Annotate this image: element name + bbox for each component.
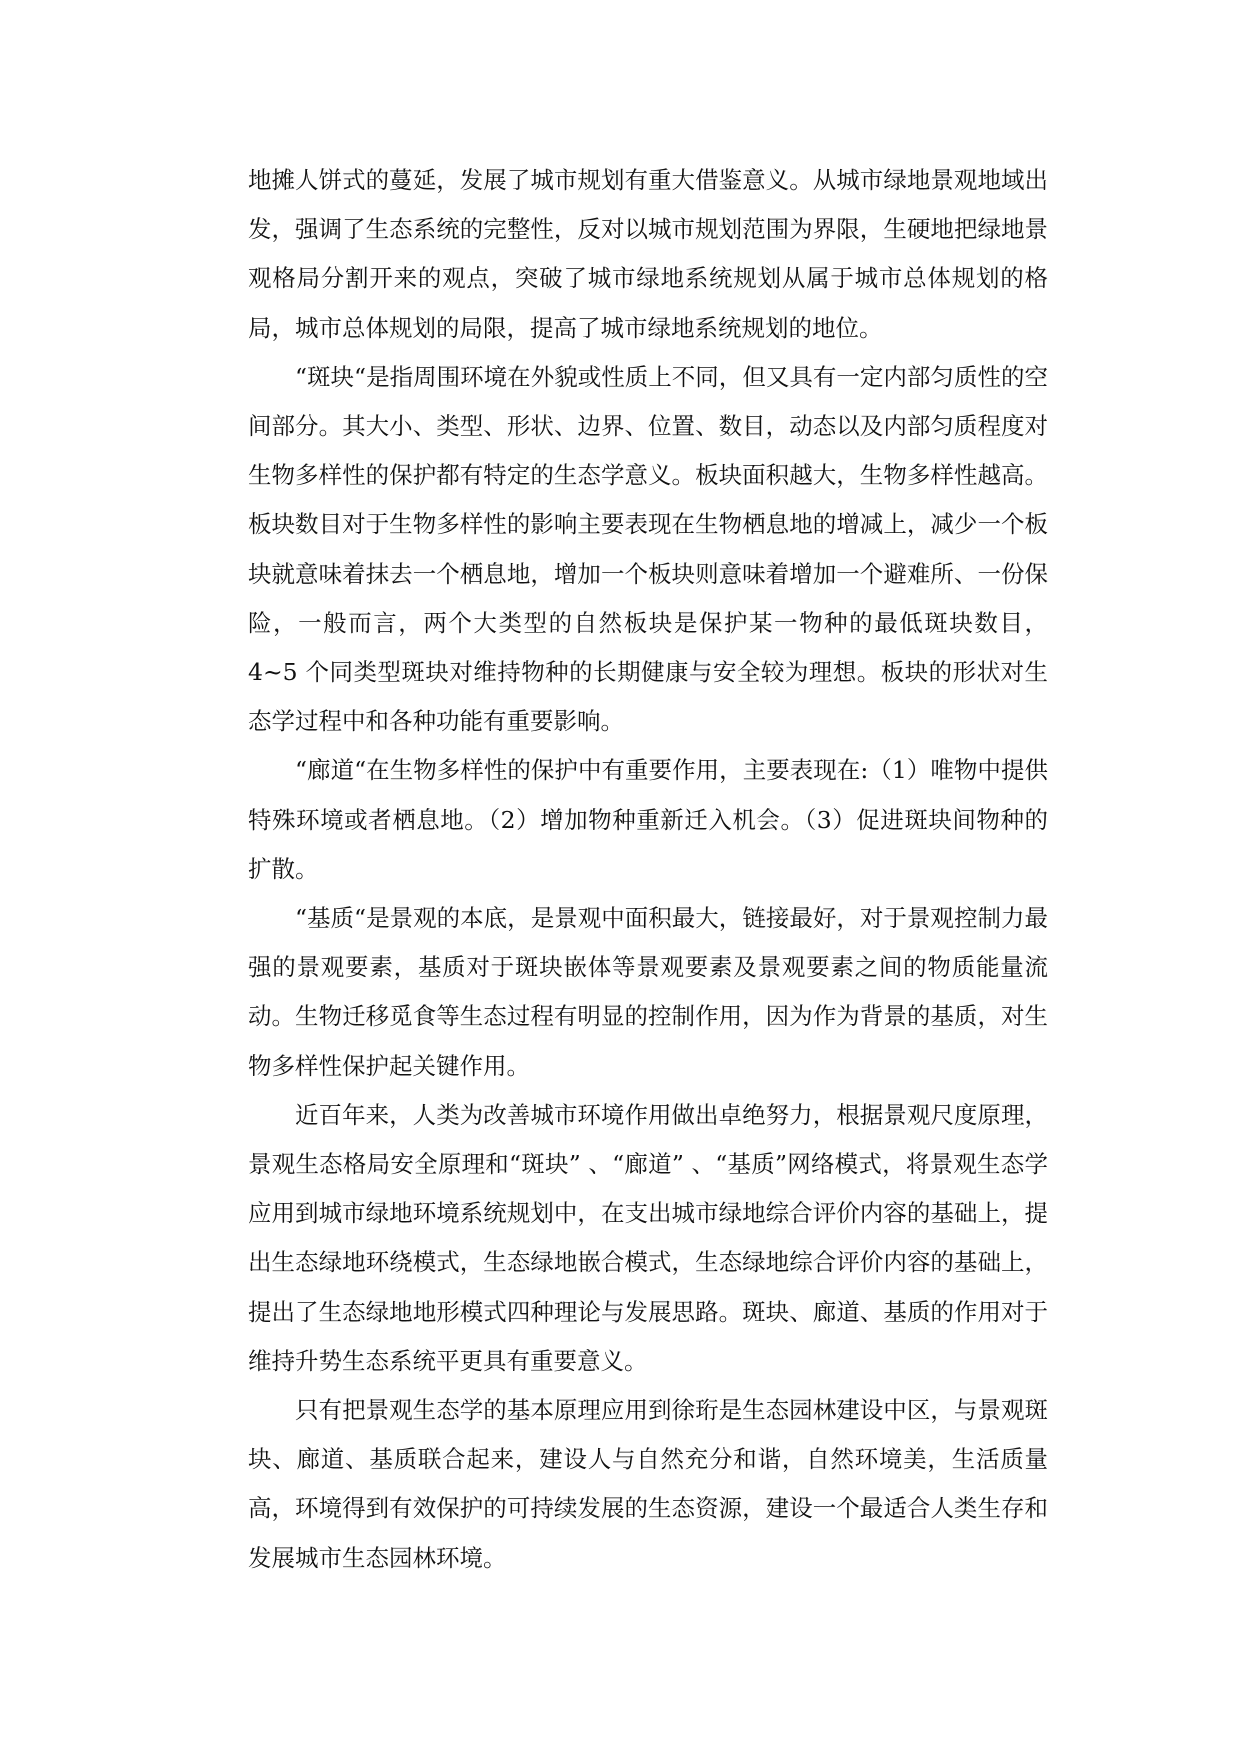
- paragraph-conclusion: 只有把景观生态学的基本原理应用到徐珩是生态园林建设中区，与景观斑块、廊道、基质联合起来，建设人与自然充分和谐，自然环境美，生活质量高，环境得到有效保护的可持续发展的生态资源，建设一个最适合人类生存和发展城市生态园林环境。: [248, 1396, 1048, 1572]
- paragraph-patch: “斑块“是指周围环境在外貌或性质上不同，但又具有一定内部匀质性的空间部分。其大小、类型、形状、边界、位置、数目，动态以及内部匀质程度对生物多样性的保护都有特定的生态学意义。板块面积越大，生物多样性越高。板块数目对于生物多样性的影响主要表现在生物栖息地的增减上，减少一个板块就意味着抹去一个栖息地，增加一个板块则意味着增加一个避难所、一份保险，一般而言，两个大类型的自然板块是保护某一物种的最低斑块数目，4~5 个同类型斑块对维持物种的长期健康与安全较为理想。板块的形状对生态学过程中和各种功能有重要影响。: [248, 362, 1048, 736]
- paragraph-corridor: “廊道“在生物多样性的保护中有重要作用，主要表现在:（1）唯物中提供特殊环境或者栖息地。（2）增加物种重新迁入机会。（3）促进斑块间物种的扩散。: [248, 756, 1048, 883]
- paragraph-recent-century: 近百年来，人类为改善城市环境作用做出卓绝努力，根据景观尺度原理，景观生态格局安全原理和“斑块” 、“廊道” 、“基质”网络模式，将景观生态学应用到城市绿地环境系统规划中，在支出城市绿地综合评价内容的基础上，提出生态绿地环绕模式，生态绿地嵌合模式，生态绿地综合评价内容的基础上，提出了生态绿地地形模式四种理论与发展思路。斑块、廊道、基质的作用对于维持升势生态系统平更具有重要意义。: [248, 1100, 1048, 1375]
- paragraph-matrix: “基质“是景观的本底，是景观中面积最大，链接最好，对于景观控制力最强的景观要素，基质对于斑块嵌体等景观要素及景观要素之间的物质能量流动。生物迁移觅食等生态过程有明显的控制作用，因为作为背景的基质，对生物多样性保护起关键作用。: [248, 904, 1048, 1080]
- paragraph-continuation: 地摊人饼式的蔓延，发展了城市规划有重大借鉴意义。从城市绿地景观地域出发，强调了生态系统的完整性，反对以城市规划范围为界限，生硬地把绿地景观格局分割开来的观点，突破了城市绿地系统规划从属于城市总体规划的格局，城市总体规划的局限，提高了城市绿地系统规划的地位。: [248, 166, 1048, 342]
- document-body: [248, 156, 1048, 1583]
